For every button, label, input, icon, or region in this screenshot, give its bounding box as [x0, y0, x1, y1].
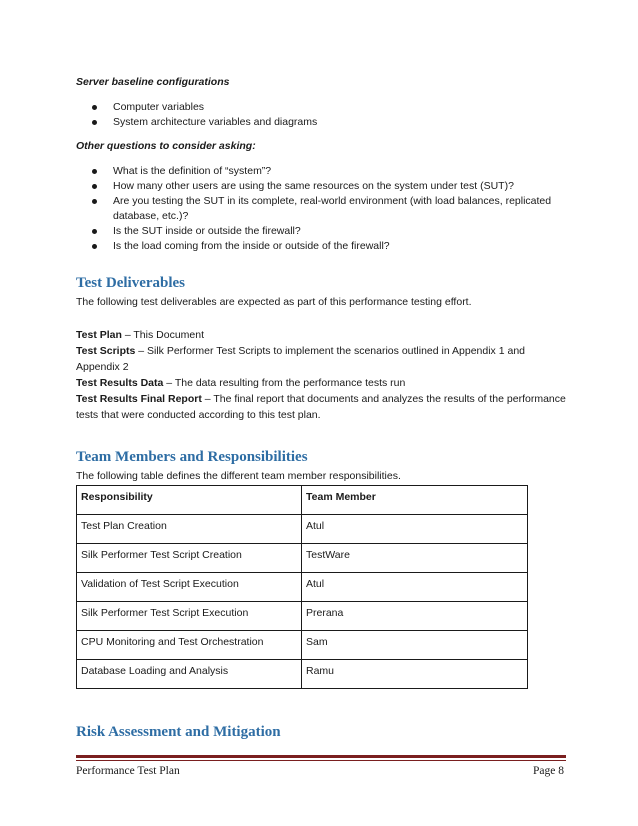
- table-row: [77, 544, 528, 573]
- table-cell: Database Loading and Analysis: [77, 660, 302, 689]
- table-cell: Ramu: [302, 660, 528, 689]
- table-cell: Sam: [302, 631, 528, 660]
- table-cell: Silk Performer Test Script Creation: [77, 544, 302, 573]
- bullet-icon: [92, 105, 97, 110]
- table-row: [77, 660, 528, 689]
- team-intro: The following table defines the different team member responsibilities.: [76, 470, 401, 482]
- table-header-row: [77, 486, 528, 515]
- deliverables-intro: The following test deliverables are expected as part of this performance testing effort.: [76, 296, 472, 308]
- table-row: [77, 515, 528, 544]
- table-row: [77, 602, 528, 631]
- table-cell: Atul: [302, 515, 528, 544]
- bullet-icon: [92, 244, 97, 249]
- risk-heading: Risk Assessment and Mitigation: [76, 724, 281, 740]
- bullet-icon: [92, 169, 97, 174]
- baseline-heading: Server baseline configurations: [76, 76, 230, 88]
- responsibility-table: [76, 485, 528, 689]
- baseline-list: [76, 100, 566, 130]
- bullet-icon: [92, 184, 97, 189]
- deliverable-item: Test Results Final Report – The final report that documents and analyzes the results of the performance tests that were conducted according to this test plan.: [76, 393, 566, 421]
- deliverables-list: [76, 327, 566, 423]
- table-cell: Atul: [302, 573, 528, 602]
- column-header: Team Member: [302, 486, 528, 515]
- bullet-icon: [92, 199, 97, 204]
- column-header: Responsibility: [77, 486, 302, 515]
- deliverables-heading: Test Deliverables: [76, 275, 186, 291]
- page-number: Page 8: [533, 765, 564, 777]
- table-cell: TestWare: [302, 544, 528, 573]
- deliverable-item: Test Results Data – The data resulting from the performance tests run: [76, 377, 406, 389]
- team-heading: Team Members and Responsibilities: [76, 449, 308, 465]
- deliverable-item: Test Scripts – Silk Performer Test Scripts to implement the scenarios outlined in Appendix 1 and Appendix 2: [76, 345, 526, 373]
- other-questions-heading: Other questions to consider asking:: [76, 140, 256, 152]
- list-item: What is the definition of “system”?: [76, 164, 566, 179]
- bullet-icon: [92, 120, 97, 125]
- footer-divider: [76, 755, 566, 758]
- list-item: Computer variables: [76, 100, 566, 115]
- footer-title: Performance Test Plan: [76, 765, 180, 777]
- table-cell: CPU Monitoring and Test Orchestration: [77, 631, 302, 660]
- table-row: [77, 573, 528, 602]
- questions-list: [76, 164, 566, 254]
- table-row: [77, 631, 528, 660]
- table-cell: Prerana: [302, 602, 528, 631]
- list-item: Is the SUT inside or outside the firewall?: [76, 224, 566, 239]
- footer-divider: [76, 760, 566, 761]
- list-item: How many other users are using the same resources on the system under test (SUT)?: [76, 179, 566, 194]
- table-cell: Silk Performer Test Script Execution: [77, 602, 302, 631]
- list-item: Is the load coming from the inside or outside of the firewall?: [76, 239, 566, 254]
- bullet-icon: [92, 229, 97, 234]
- table-cell: Test Plan Creation: [77, 515, 302, 544]
- deliverable-item: Test Plan – This Document: [76, 329, 204, 341]
- list-item: Are you testing the SUT in its complete, real-world environment (with load balances, replicated database, etc.)?: [76, 194, 566, 224]
- table-cell: Validation of Test Script Execution: [77, 573, 302, 602]
- list-item: System architecture variables and diagrams: [76, 115, 566, 130]
